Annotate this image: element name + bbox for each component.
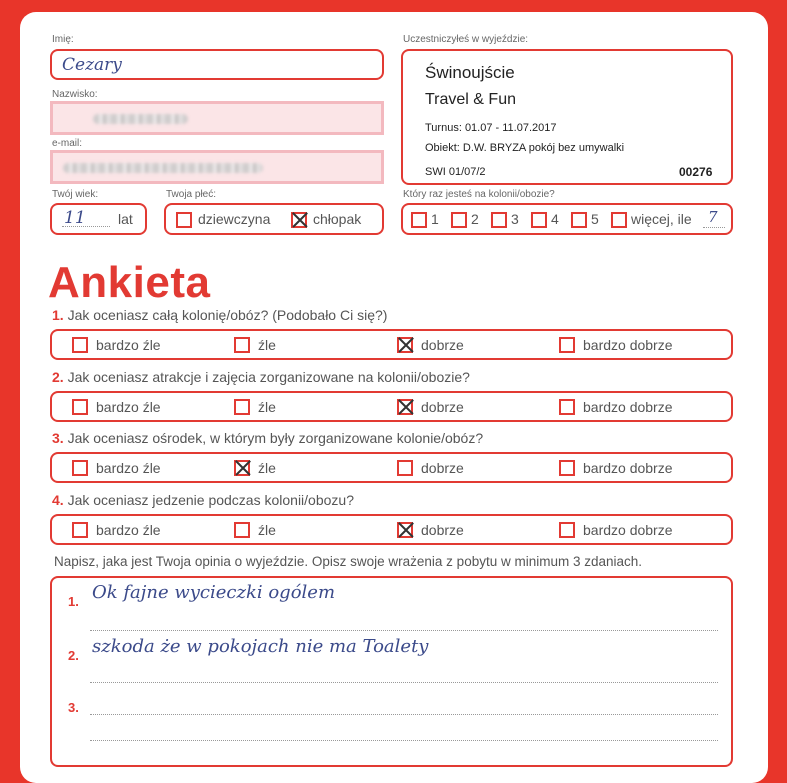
question-3 (52, 430, 483, 446)
q4-option-very-bad: bardzo źle (96, 522, 161, 538)
times-option-4: 4 (551, 211, 559, 227)
q3-checkbox-bad[interactable] (234, 460, 250, 476)
q1-option-bad: źle (258, 337, 276, 353)
q1-checkbox-bad[interactable] (234, 337, 250, 353)
survey-sheet (20, 12, 768, 783)
gender-option-girl: dziewczyna (198, 211, 271, 227)
question-2-number: 2. (52, 369, 64, 385)
opinion-rule-2 (90, 682, 718, 683)
trip-number: 00276 (679, 165, 713, 179)
times-field (401, 203, 733, 235)
times-option-3: 3 (511, 211, 519, 227)
q4-option-good: dobrze (421, 522, 464, 538)
name-field[interactable] (50, 49, 384, 80)
question-4-text: Jak oceniasz jedzenie podczas kolonii/obozu? (67, 492, 354, 508)
opinion-prompt: Napisz, jaka jest Twoja opinia o wyjeździe. Opisz swoje wrażenia z pobytu w minimum 3 zdaniach. (54, 554, 643, 569)
q4-checkbox-very-bad[interactable] (72, 522, 88, 538)
question-3-options (50, 452, 733, 483)
q4-option-very-good: bardzo dobrze (583, 522, 673, 538)
q1-checkbox-very-bad[interactable] (72, 337, 88, 353)
trip-code: SWI 01/07/2 (425, 166, 486, 178)
gender-checkbox-girl[interactable] (176, 212, 192, 228)
question-3-text: Jak oceniasz ośrodek, w którym były zorganizowane kolonie/obóz? (67, 430, 484, 446)
times-label: Który raz jesteś na kolonii/obozie? (403, 189, 555, 200)
q2-checkbox-very-bad[interactable] (72, 399, 88, 415)
gender-label: Twoja płeć: (166, 189, 217, 200)
q4-checkbox-good[interactable] (397, 522, 413, 538)
trip-turnus: Turnus: 01.07 - 11.07.2017 (425, 122, 557, 134)
q2-option-very-bad: bardzo źle (96, 399, 161, 415)
question-1-number: 1. (52, 307, 64, 323)
q1-option-very-good: bardzo dobrze (583, 337, 673, 353)
q2-option-good: dobrze (421, 399, 464, 415)
q2-checkbox-very-good[interactable] (559, 399, 575, 415)
opinion-line-2-number: 2. (68, 648, 79, 663)
gender-field (164, 203, 384, 235)
question-1 (52, 307, 387, 323)
opinion-line-2-text: szkoda że w pokojach nie ma Toalety (92, 636, 429, 657)
opinion-rule-1 (90, 630, 718, 631)
q1-checkbox-very-good[interactable] (559, 337, 575, 353)
surname-field[interactable] (50, 101, 384, 135)
trip-obiekt: Obiekt: D.W. BRYZA pokój bez umywalki (425, 142, 625, 154)
opinion-box[interactable] (50, 576, 733, 767)
trip-label: Uczestniczyłeś w wyjeździe: (403, 34, 529, 45)
question-2 (52, 369, 470, 385)
q3-option-bad: źle (258, 460, 276, 476)
question-3-number: 3. (52, 430, 64, 446)
q2-checkbox-bad[interactable] (234, 399, 250, 415)
opinion-line-1-number: 1. (68, 594, 79, 609)
name-label: Imię: (52, 34, 74, 45)
times-checkbox-1[interactable] (411, 212, 427, 228)
age-field[interactable] (50, 203, 147, 235)
q4-checkbox-bad[interactable] (234, 522, 250, 538)
times-dotted-line (703, 227, 725, 228)
q4-checkbox-very-good[interactable] (559, 522, 575, 538)
opinion-line-1-text: Ok fajne wycieczki ogólem (92, 582, 336, 603)
trip-place: Świnoujście (425, 63, 515, 82)
age-value: 11 (64, 208, 86, 228)
question-1-options (50, 329, 733, 360)
gender-option-boy: chłopak (313, 211, 362, 227)
surname-label: Nazwisko: (52, 89, 98, 100)
times-option-more: więcej, ile (631, 211, 692, 227)
opinion-rule-3 (90, 714, 718, 715)
q3-checkbox-very-good[interactable] (559, 460, 575, 476)
trip-card (401, 49, 733, 185)
question-2-text: Jak oceniasz atrakcje i zajęcia zorganizowane na kolonii/obozie? (67, 369, 470, 385)
times-checkbox-5[interactable] (571, 212, 587, 228)
question-4 (52, 492, 354, 508)
opinion-rule-4 (90, 740, 718, 741)
question-2-options (50, 391, 733, 422)
q2-option-bad: źle (258, 399, 276, 415)
q1-option-good: dobrze (421, 337, 464, 353)
times-checkbox-3[interactable] (491, 212, 507, 228)
question-1-text: Jak oceniasz całą kolonię/obóz? (Podobało Ci się?) (67, 307, 388, 323)
times-checkbox-more[interactable] (611, 212, 627, 228)
q3-option-very-good: bardzo dobrze (583, 460, 673, 476)
email-redacted (63, 163, 263, 173)
times-option-2: 2 (471, 211, 479, 227)
q1-option-very-bad: bardzo źle (96, 337, 161, 353)
age-dotted-line (62, 226, 110, 227)
q3-option-very-bad: bardzo źle (96, 460, 161, 476)
survey-title: Ankieta (48, 258, 211, 307)
gender-checkbox-boy[interactable] (291, 212, 307, 228)
q2-checkbox-good[interactable] (397, 399, 413, 415)
question-4-options (50, 514, 733, 545)
name-value: Cezary (62, 55, 122, 75)
times-option-5: 5 (591, 211, 599, 227)
email-field[interactable] (50, 150, 384, 184)
opinion-line-3-number: 3. (68, 700, 79, 715)
q3-checkbox-very-bad[interactable] (72, 460, 88, 476)
q1-checkbox-good[interactable] (397, 337, 413, 353)
q3-option-good: dobrze (421, 460, 464, 476)
q3-checkbox-good[interactable] (397, 460, 413, 476)
age-unit: lat (118, 211, 133, 227)
email-label: e-mail: (52, 138, 83, 149)
times-value: 7 (708, 208, 718, 226)
question-4-number: 4. (52, 492, 64, 508)
times-option-1: 1 (431, 211, 439, 227)
trip-brand: Travel & Fun (425, 91, 516, 108)
age-label: Twój wiek: (52, 189, 99, 200)
q2-option-very-good: bardzo dobrze (583, 399, 673, 415)
times-checkbox-4[interactable] (531, 212, 547, 228)
q4-option-bad: źle (258, 522, 276, 538)
surname-redacted (93, 114, 188, 124)
times-checkbox-2[interactable] (451, 212, 467, 228)
